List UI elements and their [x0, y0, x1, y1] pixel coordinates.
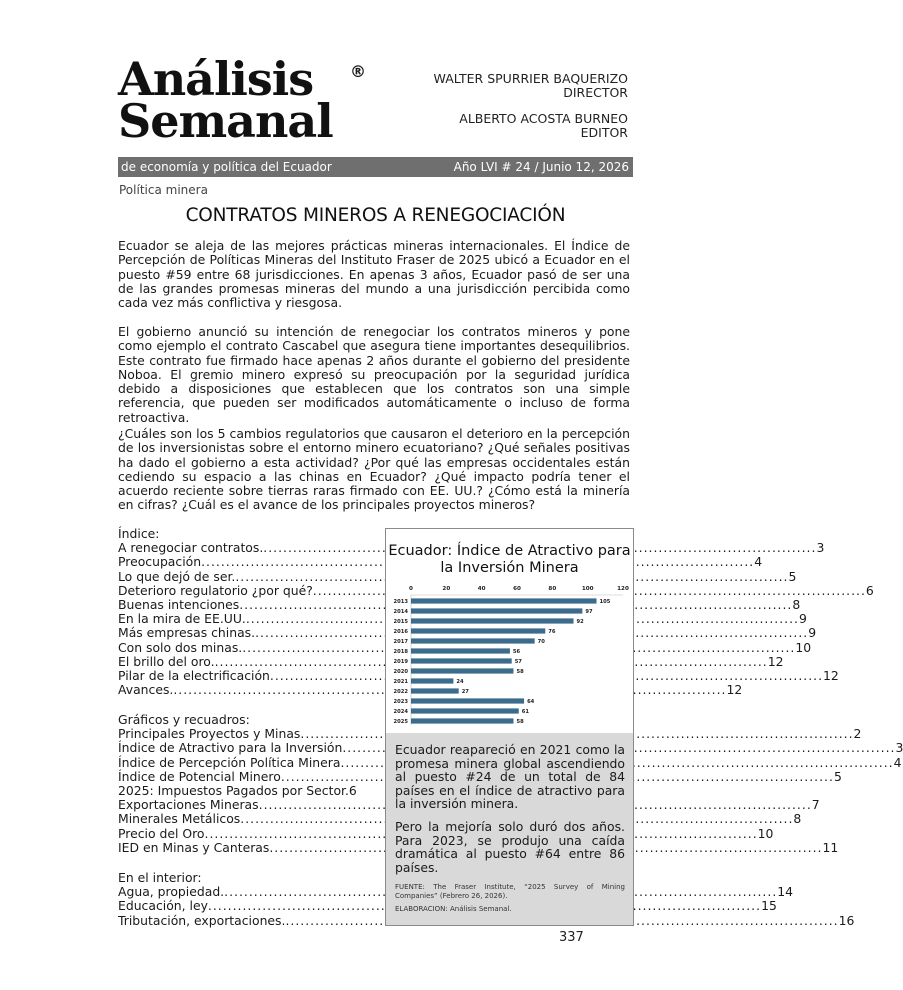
graphics-index-entry-label: Índice de Atractivo para la Inversión: [118, 740, 343, 756]
graphics-index-entry-label: Precio del Oro: [118, 825, 205, 841]
logo-line-2: Semanal: [118, 94, 333, 148]
article-paragraph-3: ¿Cuáles son los 5 cambios regulatorios que causaron el deterioro en la percepción de los inversionistas sobre el entorno minero ecuatoriano? ¿Qué señales positivas ha dado el gobierno a esta actividad? ¿Por qué las empresas occidentales están cediendo su espacio a las chinas en Ecuador? ¿Qué impacto podría tener el acuerdo reciente sobre tierras raras firmado con EE. UU.? ¿Cómo está la minería en cifras? ¿Cuál es el avance de los principales proyectos mineros?: [118, 426, 630, 513]
x-tick-label: 80: [548, 586, 557, 592]
logo-line-1: Análisis: [118, 52, 314, 106]
data-label: 70: [537, 639, 545, 645]
editor-role: EDITOR: [580, 125, 628, 140]
y-tick-label: 2025: [393, 719, 408, 725]
article-paragraph-1: Ecuador se aleja de las mejores prácticas mineras internacionales. El Índice de Percepción de Políticas Mineras del Instituto Fraser de 2025 ubicó a Ecuador en el puesto #59 entre 68 jurisdicciones. En apenas 3 años, Ecuador pasó de ser una de las grandes promesas mineras del mundo a una jurisdicción percibida como cada vez más conflictiva y riesgosa.: [118, 238, 630, 311]
graphics-index-entry-page: 2: [853, 726, 862, 742]
interior-index-entry-label: Agua, propiedad.: [118, 884, 225, 900]
interior-index-entry-page: 16: [838, 912, 855, 928]
graphics-index-entry-page: 3: [895, 740, 903, 756]
toc-entry-label: Buenas intenciones: [118, 596, 240, 612]
data-label: 97: [585, 609, 593, 615]
registered-mark: ®: [350, 62, 366, 81]
data-label: 58: [516, 719, 524, 725]
y-tick-label: 2014: [393, 609, 408, 615]
y-tick-label: 2016: [393, 629, 408, 635]
y-tick-label: 2013: [393, 599, 408, 605]
x-tick-label: 60: [513, 586, 521, 592]
toc-entry-page: 6: [865, 582, 874, 598]
page-number: 337: [559, 930, 584, 945]
toc-entry-page: 12: [767, 653, 784, 669]
y-tick-label: 2018: [393, 649, 408, 655]
graphics-index-entry[interactable]: [118, 726, 862, 742]
toc-entry-page: 12: [823, 667, 839, 683]
bar: [411, 678, 453, 683]
graphics-index-entry-label: Exportaciones Mineras: [118, 797, 259, 813]
chart-notes-panel: [386, 733, 633, 925]
x-tick-label: 120: [617, 586, 629, 592]
toc-entry-page: 12: [726, 682, 743, 698]
toc-entry[interactable]: [118, 540, 825, 556]
x-tick-label: 0: [409, 586, 413, 592]
bar: [411, 668, 513, 673]
bar: [411, 688, 459, 693]
graphics-index-entry-label: Índice de Potencial Minero: [118, 768, 281, 784]
bar-chart: [386, 529, 633, 733]
graphics-index-entry-page: 11: [822, 839, 839, 855]
masthead-banner: [118, 157, 633, 177]
data-label: 61: [521, 709, 530, 715]
toc-entry-label: En la mira de EE.UU.: [118, 611, 246, 627]
toc-heading: Índice:: [118, 526, 160, 541]
graphics-index-entry[interactable]: [118, 782, 357, 798]
section-label: Política minera: [119, 183, 208, 197]
graphics-index-entry-page: 10: [757, 825, 774, 841]
y-tick-label: 2019: [393, 659, 408, 665]
graphics-index-entry-label: IED en Minas y Canteras: [118, 839, 270, 855]
bar: [411, 628, 545, 633]
interior-index-heading: En el interior:: [118, 870, 202, 885]
y-tick-label: 2022: [393, 689, 408, 695]
y-tick-label: 2021: [393, 679, 408, 685]
bar: [411, 718, 513, 723]
bar: [411, 648, 510, 653]
toc-entry-label: Pilar de la electrificación: [118, 667, 270, 683]
toc-entry[interactable]: [118, 554, 763, 570]
y-tick-label: 2015: [393, 619, 408, 625]
bar: [411, 698, 524, 703]
toc-entry-label: Con solo dos minas.: [118, 639, 243, 655]
chart-panel: [385, 528, 634, 926]
bar: [411, 598, 597, 603]
graphics-index-entry[interactable]: [118, 811, 802, 827]
toc-entry[interactable]: [118, 568, 797, 584]
toc-entry-page: 9: [798, 611, 807, 627]
y-tick-label: 2017: [393, 639, 408, 645]
graphics-index-entry[interactable]: [118, 839, 839, 855]
bar: [411, 618, 574, 623]
toc-entry-label: El brillo del oro.: [118, 653, 215, 669]
x-tick-label: 20: [442, 586, 451, 592]
data-label: 24: [456, 679, 464, 685]
chart-title: Ecuador: Índice de Atractivo para la Inversión Minera: [388, 543, 631, 576]
graphics-index-entry-page: 8: [793, 811, 802, 827]
interior-index-entry-label: Tributación, exportaciones.: [118, 912, 286, 928]
graphics-index-entry[interactable]: [118, 768, 842, 784]
publication-logo: [118, 52, 378, 158]
staff-credits: [434, 72, 628, 140]
graphics-index-heading: Gráficos y recuadros:: [118, 712, 250, 727]
interior-index-entry-page: 15: [761, 898, 777, 914]
toc-entry-page: 3: [816, 540, 825, 556]
graphics-index-entry-label: Índice de Percepción Política Minera: [118, 754, 341, 770]
y-tick-label: 2020: [393, 669, 408, 675]
data-label: 57: [514, 659, 522, 665]
y-tick-label: 2023: [393, 699, 408, 705]
issue-info: Año LVI # 24 / Junio 12, 2026: [453, 160, 629, 174]
toc-entry-label: Preocupación: [118, 554, 202, 570]
bar: [411, 638, 535, 643]
toc-entry-label: Más empresas chinas.: [118, 625, 256, 641]
tagline: de economía y política del Ecuador: [121, 160, 332, 174]
chart-source: FUENTE: The Fraser Institute, “2025 Survey of Mining Companies” (Febrero 26, 2026).: [395, 883, 625, 901]
x-tick-label: 40: [477, 586, 486, 592]
director-role: DIRECTOR: [563, 85, 628, 100]
toc-entry-label: A renegociar contratos.: [118, 540, 264, 556]
data-label: 64: [527, 699, 535, 705]
data-label: 58: [516, 669, 524, 675]
toc-entry-label: Avances.: [118, 682, 174, 698]
graphics-index-entry-page: 5: [833, 768, 842, 784]
graphics-index-entry-page: 7: [811, 797, 820, 813]
graphics-index-entry-page: 6: [348, 782, 357, 798]
data-label: 56: [512, 649, 521, 655]
data-label: 76: [548, 629, 556, 635]
bar: [411, 658, 512, 663]
y-tick-label: 2024: [393, 709, 408, 715]
toc-entry-label: Deterioro regulatorio ¿por qué?: [118, 582, 313, 598]
chart-credit: ELABORACION: Análisis Semanal.: [395, 905, 512, 914]
toc-entry-page: 4: [754, 554, 763, 570]
graphics-index-entry-page: 4: [893, 754, 902, 770]
chart-note-1: Ecuador reapareció en 2021 como la promesa minera global ascendiendo al puesto #24 de un total de 84 países en el índice de atractivo para la inversión minera.: [395, 742, 625, 812]
bar: [411, 608, 582, 613]
graphics-index-entry-label: Principales Proyectos y Minas: [118, 726, 301, 742]
interior-index-entry[interactable]: [118, 912, 855, 928]
data-label: 105: [599, 599, 611, 605]
graphics-index-entry[interactable]: [118, 740, 903, 756]
article-paragraph-2: El gobierno anunció su intención de renegociar los contratos mineros y pone como ejemplo el contrato Cascabel que asegura tiene importantes desequilibrios. Este contrato fue firmado hace apenas 2 años durante el gobierno del presidente Noboa. El gremio minero expresó su preocupación por la seguridad jurídica debido a disposiciones que establecen que los contratos son una simple referencia, que pueden ser modificados automáticamente o incluso de forma retroactiva.: [118, 324, 630, 425]
x-tick-label: 100: [581, 586, 594, 592]
toc-entry-page: 8: [792, 596, 801, 612]
graphics-index-entry[interactable]: [118, 825, 774, 841]
toc-entry-page: 9: [808, 625, 817, 641]
article-headline: CONTRATOS MINEROS A RENEGOCIACIÓN: [185, 205, 566, 226]
graphics-index-entry[interactable]: [118, 754, 902, 770]
director-name: WALTER SPURRIER BAQUERIZO: [433, 71, 628, 86]
toc-entry-page: 5: [788, 568, 797, 584]
graphics-index-entry-label: Minerales Metálicos: [118, 811, 241, 827]
data-label: 92: [576, 619, 584, 625]
toc-entry-page: 10: [795, 639, 812, 655]
data-label: 27: [461, 689, 469, 695]
graphics-index-entry-label: 2025: Impuestos Pagados por Sector.: [118, 782, 349, 798]
interior-index-entry-page: 14: [777, 884, 794, 900]
toc-entry-label: Lo que dejó de ser.: [118, 568, 236, 584]
bar: [411, 708, 519, 713]
editor-name: ALBERTO ACOSTA BURNEO: [459, 111, 628, 126]
chart-note-2: Pero la mejoría solo duró dos años. Para 2023, se produjo una caída dramática al puesto #64 entre 86 países.: [395, 818, 625, 875]
interior-index-entry-label: Educación, ley: [118, 898, 208, 914]
graphics-index-entry[interactable]: [118, 797, 820, 813]
